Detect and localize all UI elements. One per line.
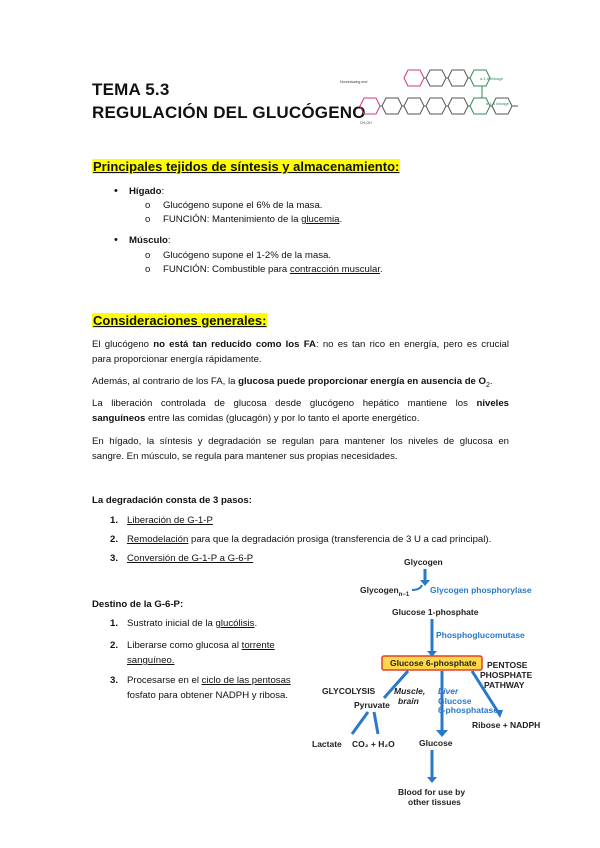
ring-label: CH₂OH (360, 121, 372, 125)
paragraph-4: En hígado, la síntesis y degradación se regulan para mantener los niveles de glucosa en sangre. En músculo, se regula para mantener sus propias necesidades. (92, 436, 509, 462)
enzyme-g6pase-2: 6-phosphatase (438, 705, 498, 715)
alpha-14-label: α-1,4 linkage (486, 101, 509, 106)
list-item: o FUNCIÓN: Mantenimiento de la glucemia. (145, 214, 343, 225)
enzyme-glycogen-phosphorylase: Glycogen phosphorylase (430, 585, 532, 595)
blood-label-1: Blood for use by (398, 787, 466, 797)
glucemia-link: glucemia (301, 214, 340, 225)
group-name: Hígado (129, 186, 162, 197)
destino-item: 2. Liberarse como glucosa al torrente sanguíneo. (110, 640, 275, 666)
list-item: o Glucógeno supone el 1-2% de la masa. (145, 250, 331, 261)
lower-chain (360, 98, 518, 125)
blood-label-2: other tissues (408, 797, 461, 807)
nonreducing-end-label: Nonreducing end (340, 80, 368, 84)
section2-heading: Consideraciones generales: (93, 313, 267, 328)
group-musculo: • Músculo: (114, 234, 171, 246)
paragraph-2: Además, al contrario de los FA, la glucosa puede proporcionar energía en ausencia de $O_2$. (92, 376, 493, 389)
title-line-2: REGULACIÓN DEL GLUCÓGENO (92, 103, 366, 122)
g6p-label: Glucose 6-phosphate (390, 658, 477, 668)
paragraph-1: El glucógeno no está tan reducido como los FA: no es tan rico en energía, pero es crucial para proporcionar energía rápidamente. (92, 339, 509, 365)
section1-heading: Principales tejidos de síntesis y almacenamiento: (93, 159, 400, 174)
alpha-16-label: α-1,6 linkage (480, 76, 503, 81)
muscle-brain-label-1: Muscle, (394, 686, 426, 696)
lactate-label: Lactate (312, 739, 342, 749)
glucose-label: Glucose (419, 738, 453, 748)
arrow-head (427, 777, 437, 783)
liver-label: Liver (438, 686, 459, 696)
co2-label: CO₂ + H₂O (352, 739, 395, 749)
step-item: 2. Remodelación para que la degradación prosiga (transferencia de 3 U a cad principal). (110, 534, 492, 545)
enzyme-phosphoglucomutase: Phosphoglucomutase (436, 630, 525, 640)
section4-heading: Destino de la G-6-P: (92, 599, 184, 610)
arrow-head (436, 730, 448, 737)
arrow (352, 712, 368, 734)
step-item: 1. Liberación de G-1-P (110, 515, 213, 526)
bullet: • (114, 185, 118, 197)
title-line-1: TEMA 5.3 (92, 80, 170, 99)
section3-heading: La degradación consta de 3 pasos: (92, 495, 252, 506)
g1p-label: Glucose 1-phosphate (392, 607, 479, 617)
list-item: o Glucógeno supone el 6% de la masa. (145, 200, 323, 211)
group-name: Músculo (129, 235, 168, 246)
ppp-line3: PATHWAY (484, 680, 525, 690)
bullet: • (114, 234, 118, 246)
glycogen-structure-image (338, 62, 520, 132)
glycogen-label: Glycogen (404, 557, 443, 567)
paragraph-3: La liberación controlada de glucosa desde glucógeno hepático mantiene los niveles sanguíneos entre las comidas (glucagón) y por lo tanto el aporte energético. (92, 398, 509, 424)
arrow (374, 712, 378, 734)
step-item: 3. Conversión de G-1-P a G-6-P (110, 553, 254, 564)
glycogen-pathway-diagram (312, 552, 541, 832)
ppp-line1: PENTOSE (487, 660, 528, 670)
contraccion-link: contracción muscular (289, 264, 381, 275)
list-item: o FUNCIÓN: Combustible para contracción muscular. (145, 264, 383, 275)
ribose-label: Ribose + NADPH (472, 720, 541, 730)
arrow (412, 585, 422, 590)
ppp-line2: PHOSPHATE (480, 670, 533, 680)
group-higado: • Hígado: (114, 185, 165, 197)
glycogen-n1-label: Glycogen$_{n-1}$ (360, 585, 410, 598)
upper-branch (404, 70, 490, 98)
muscle-brain-label-2: brain (398, 696, 419, 706)
pyruvate-label: Pyruvate (354, 700, 390, 710)
destino-item: 1. Sustrato inicial de la glucólisis. (110, 618, 258, 629)
destino-item: 3. Procesarse en el ciclo de las pentosas fosfato para obtener NADPH y ribosa. (110, 675, 291, 701)
glycolysis-label: GLYCOLYSIS (322, 686, 376, 696)
enzyme-g6pase-1: Glucose (438, 696, 472, 706)
